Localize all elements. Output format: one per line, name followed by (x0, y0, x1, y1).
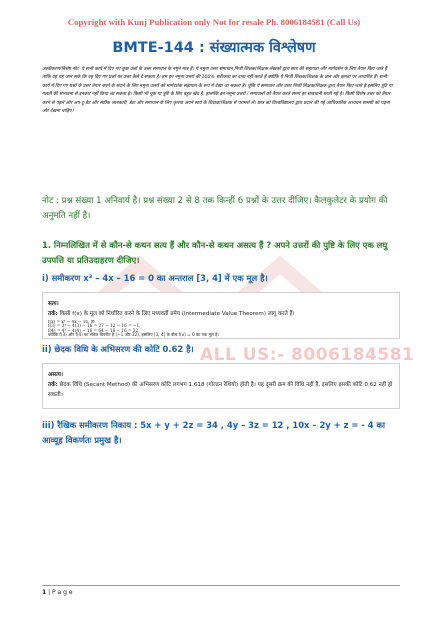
answer-i-line4: क्योंकि f(3) और f(4) का संकेत विपरीत है (−1 और 32), इसलिए [3, 4] के बीच f(x) = 0 का एक मूल है। (48, 332, 219, 338)
page-number: 1 (42, 589, 47, 596)
page-footer (42, 589, 73, 596)
phone-watermark: ALL US:- 8006184581 (200, 345, 415, 365)
answer-i-line3: f(4) = 4³ − 4(4) − 16 = 64 − 16 − 16 = 32. (48, 327, 140, 333)
copyright-banner: Copyright with Kunj Publication only Not for resale Ph. 8006184581 (Call Us) (67, 17, 361, 27)
answer-i-reason: किसी f(x) के मूल को निर्धारित करने के लिए मध्यवर्ती प्रमेय (Intermediate Value Theorem) लागू करते हैं। (59, 311, 295, 317)
answer-i (48, 300, 393, 310)
answer-ii-verdict: असत्य। (48, 372, 64, 378)
question-1: 1. निम्नलिखित में से कौन-से कथन सत्य हैं और कौन-से कथन असत्य हैं ? अपने उत्तरों की पुष्टि के लिए एक लघु उपपत्ति या प्रतिउदाहरण दीजिए। (42, 240, 388, 265)
answer-ii-reason-line (48, 381, 393, 400)
answer-i-reason-label: तर्क: (48, 311, 58, 317)
answer-ii-reason-label: तर्क: (48, 382, 58, 388)
answer-ii (48, 371, 393, 381)
answer-ii-reason: छेदक विधि (Secant Method) की अभिसरण कोटि लगभग 1.618 (गोल्डन रेशियो) होती है। यह दूसरी क्रम की विधि नहीं है, इसलिए इसकी कोटि 0.62 नहीं हो सकती। (48, 382, 393, 398)
page-label: | P a g e (46, 589, 73, 596)
sub-question-ii: ii) छेदक विधि के अभिसरण की कोटि 0.62 है। (42, 344, 194, 354)
exam-note: नोट : प्रश्न संख्या 1 अनिवार्य है। प्रश्न संख्या 2 से 8 तक किन्हीं 6 प्रश्नों के उत्तर दीजिए। कैलकुलेटर के प्रयोग की अनुमति नहीं है। (42, 196, 388, 221)
disclaimer-text: अस्वीकरण/विशेष नोट: ये सभी कार्य में दिए गए कुछ प्रश्नों के उत्तर समाधान के नमूने मात्र हैं। ये नमूना उत्तर समाधान निजी शिक्षक/शिक्षक लेखकों द्वारा छात्र की सहायता और मार्गदर्शन के लिए तैयार किए जाते हैं ताकि वह यह जान सके कि वह दिए गए प्रश्नों का उत्तर कैसे दे सकता है। हम इन नमूना उत्तरों की 100% सटीकता का दावा नहीं करते हैं क्योंकि ये निजी शिक्षक/शिक्षक के ज्ञान और क्षमता पर आधारित हैं। सभी कार्य में दिए गए प्रश्नों के उत्तर तैयार करने के संदर्भ के लिए नमूना उत्तरों को मार्गदर्शक सहायता के रूप में देखा जा सकता है। चूंकि ये समाधान और उत्तर निजी शिक्षक/शिक्षक द्वारा तैयार किए जाते हैं इसलिए त्रुटि या गलती की संभावना से इनकार नहीं किया जा सकता है। किसी भी चूक या त्रुटि के लिए बहुत खेद है, हालांकि इन नमूना उत्तरों / समाधानों को तैयार करते समय हर सावधानी बरती गई है। किसी विशेष उत्तर को तैयार करने से पहले और अप-टू-डेट और सटीक जानकारी, डेटा और समाधान के लिए कृपया अपने स्वयं के शिक्षक/शिक्षक से परामर्श लें। छात्र को विश्वविद्यालय द्वारा प्रदान की गई आधिकारिक अध्ययन सामग्री को पढ़ना और देखना चाहिए। (42, 67, 393, 115)
answer-i-verdict: सत्य। (48, 301, 59, 307)
page-title: BMTE-144 : संख्यात्मक विश्लेषण (112, 40, 316, 56)
sub-question-i: i) समीकरण x³ – 4x – 16 = 0 का अन्तराल [3, 4] में एक मूल है। (42, 273, 268, 283)
footer-divider (42, 585, 400, 586)
answer-i-line1: f(x) = x³ − 4x − 16, तो: (48, 320, 96, 324)
answer-i-line2: f(3) = 3³ − 4(3) − 16 = 27 − 12 − 16 = −1, (48, 323, 141, 329)
answer-i-math (48, 320, 393, 338)
answer-i-reason-line (48, 310, 393, 320)
sub-question-iii: iii) रैखिक समीकरण निकाय : 5x + y + 2z = 34 , 4y – 3z = 12 , 10x – 2y + z = - 4 का आव्यूह विकर्णतः प्रमुख है। (42, 420, 386, 445)
